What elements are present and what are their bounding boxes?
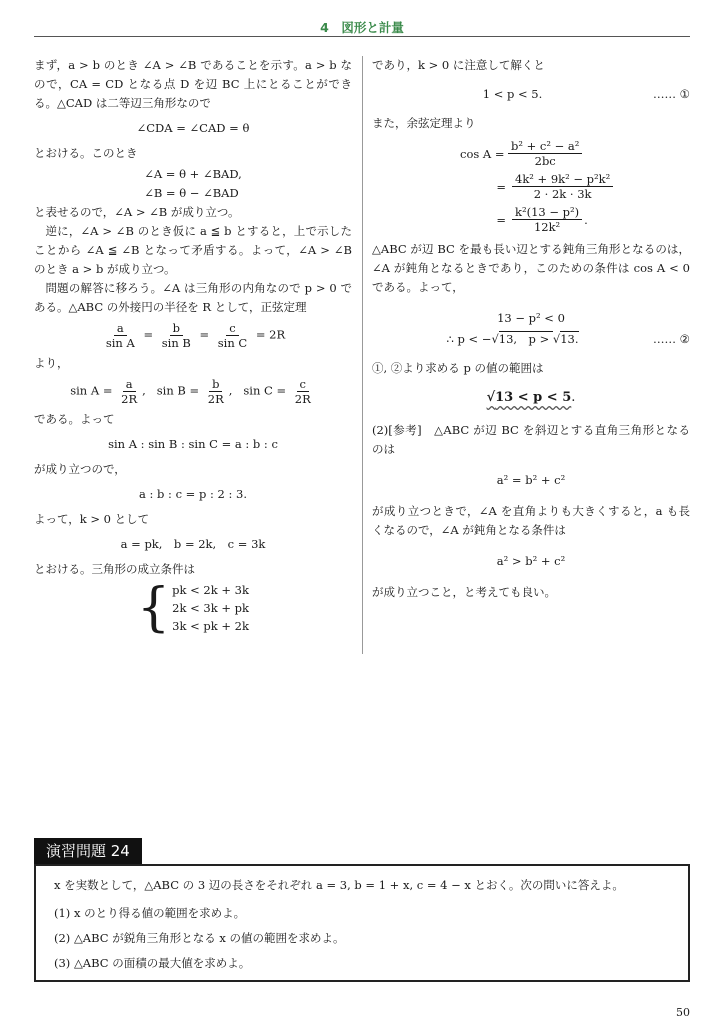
paragraph: 逆に，∠A > ∠B のとき仮に a ≦ b とすると，上で示したことから ∠A ≦ ∠B となって矛盾する。よって，∠A > ∠B のとき a > b が成り立つ。 bbox=[34, 224, 352, 276]
sin-b-label: sin B = bbox=[156, 383, 200, 398]
paragraph: が成り立つときで，∠A を直角よりも大きくすると，a も長くなるので，∠A が鈍角となる条件は bbox=[372, 504, 690, 537]
frac-numerator: a bbox=[114, 321, 127, 336]
right-column bbox=[372, 56, 690, 602]
eq-part: 13. bbox=[560, 332, 579, 346]
tagged-equation bbox=[372, 330, 690, 349]
equation bbox=[34, 165, 352, 203]
equation: 1 < p < 5. bbox=[482, 87, 543, 101]
eq-part: ∴ p < − bbox=[446, 332, 492, 346]
equation: sin A : sin B : sin C = a : b : c bbox=[108, 437, 278, 451]
system-line: 2k < 3k + pk bbox=[172, 601, 249, 615]
eq-part: 13, p > bbox=[498, 332, 553, 346]
frac-numerator: c bbox=[297, 377, 309, 392]
frac-denominator: 2bc bbox=[534, 154, 556, 168]
frac-numerator: b bbox=[170, 321, 183, 336]
equation: ∠CDA = ∠CAD = θ bbox=[136, 121, 250, 135]
chapter-header: 4 図形と計量 bbox=[320, 20, 404, 35]
equals: = bbox=[199, 327, 210, 342]
equals: = bbox=[143, 327, 154, 342]
paragraph: である。よって bbox=[34, 412, 115, 426]
paragraph: とおける。このとき bbox=[34, 146, 138, 160]
equals: = bbox=[496, 212, 506, 227]
frac-numerator: b bbox=[209, 377, 222, 392]
final-answer bbox=[372, 388, 690, 407]
exercise-question: (3) △ABC の面積の最大値を求めよ。 bbox=[54, 956, 251, 970]
frac-numerator: c bbox=[226, 321, 238, 336]
sqrt-sign: √ bbox=[491, 332, 499, 346]
system-line: 3k < pk + 2k bbox=[172, 619, 249, 633]
paragraph: が成り立つので， bbox=[34, 462, 126, 476]
paragraph: より， bbox=[34, 356, 69, 370]
equation-line: ∠A = θ + ∠BAD, bbox=[144, 167, 242, 181]
frac-denominator: 2R bbox=[207, 392, 224, 406]
equation: 13 − p² < 0 bbox=[497, 311, 565, 325]
equation-tag: …… ① bbox=[653, 87, 690, 101]
equation-rhs: = 2R bbox=[255, 327, 286, 342]
header-rule bbox=[34, 36, 690, 37]
period: . bbox=[584, 212, 588, 227]
frac-numerator: b² + c² − a² bbox=[508, 139, 582, 154]
sin-c-label: sin C = bbox=[243, 383, 287, 398]
page-number: 50 bbox=[676, 1006, 690, 1019]
tagged-equation bbox=[372, 85, 690, 104]
paragraph: が成り立つこと，と考えても良い。 bbox=[372, 585, 556, 599]
left-brace: { bbox=[137, 578, 171, 638]
cos-lhs: cos A = bbox=[460, 146, 505, 161]
exercise-title: 演習問題 24 bbox=[34, 838, 142, 864]
equation: a² = b² + c² bbox=[496, 473, 566, 487]
sqrt-sign: √ bbox=[486, 390, 496, 405]
equation: a : b : c = p : 2 : 3. bbox=[139, 487, 247, 501]
answer-text: 13 < p < 5 bbox=[495, 390, 572, 405]
frac-numerator: 4k² + 9k² − p²k² bbox=[512, 172, 613, 187]
exercise-question: (1) x のとり得る値の範囲を求めよ。 bbox=[54, 906, 246, 920]
paragraph: まず，a > b のとき ∠A > ∠B であることを示す。a > b なので，CA = CD となる点 D を辺 BC 上にとることができる。△CAD は二等辺三角形なので bbox=[34, 58, 352, 110]
paragraph: また，余弦定理より bbox=[372, 116, 476, 130]
paragraph: であり，k > 0 に注意して解くと bbox=[372, 58, 545, 72]
left-column bbox=[34, 56, 352, 637]
frac-numerator: a bbox=[123, 377, 136, 392]
equals: = bbox=[496, 179, 506, 194]
cosine-derivation bbox=[460, 139, 690, 234]
frac-denominator: 2 · 2k · 3k bbox=[533, 187, 592, 201]
frac-denominator: 2R bbox=[294, 392, 311, 406]
paragraph: よって，k > 0 として bbox=[34, 512, 150, 526]
exercise-question: (2) △ABC が鋭角三角形となる x の値の範囲を求めよ。 bbox=[54, 931, 345, 945]
paragraph: △ABC が辺 BC を最も長い辺とする鈍角三角形となるのは，∠A が鈍角となるときであり，このための条件は cos A < 0 である。よって， bbox=[372, 242, 690, 294]
column-divider bbox=[362, 56, 363, 654]
paragraph: とおける。三角形の成立条件は bbox=[34, 562, 195, 576]
sin-a-label: sin A = bbox=[70, 383, 113, 398]
paragraph: と表せるので，∠A > ∠B が成り立つ。 bbox=[34, 205, 240, 219]
paragraph: 問題の解答に移ろう。∠A は三角形の内角なので p > 0 である。△ABC の外接円の半径を R として，正弦定理 bbox=[34, 281, 352, 314]
paragraph: (2)[参考] △ABC が辺 BC を斜辺とする直角三角形となるのは bbox=[372, 423, 690, 456]
sines-equation bbox=[34, 377, 352, 406]
exercise-box bbox=[34, 864, 690, 982]
exercise-intro: x を実数として，△ABC の 3 辺の長さをそれぞれ a = 3, b = 1 + x, c = 4 − x とおく。次の問いに答えよ。 bbox=[54, 878, 624, 892]
frac-denominator: sin A bbox=[105, 336, 135, 350]
sqrt-sign: √ bbox=[552, 332, 561, 346]
sine-law-equation bbox=[34, 321, 352, 350]
period: . bbox=[571, 390, 576, 405]
frac-denominator: 12k² bbox=[533, 220, 561, 234]
paragraph: ①, ②より求める p の値の範囲は bbox=[372, 361, 544, 375]
frac-denominator: sin C bbox=[217, 336, 248, 350]
equation: a² > b² + c² bbox=[496, 554, 566, 568]
equation bbox=[372, 330, 653, 349]
separator: , bbox=[228, 383, 233, 398]
frac-denominator: 2R bbox=[121, 392, 138, 406]
equation: a = pk, b = 2k, c = 3k bbox=[120, 537, 266, 551]
frac-denominator: sin B bbox=[161, 336, 191, 350]
inequality-system bbox=[34, 578, 352, 638]
system-line: pk < 2k + 3k bbox=[172, 583, 249, 597]
separator: , bbox=[142, 383, 146, 398]
equation-tag: …… ② bbox=[653, 332, 690, 346]
frac-numerator: k²(13 − p²) bbox=[512, 205, 582, 220]
equation-line: ∠B = θ − ∠BAD bbox=[144, 186, 239, 200]
